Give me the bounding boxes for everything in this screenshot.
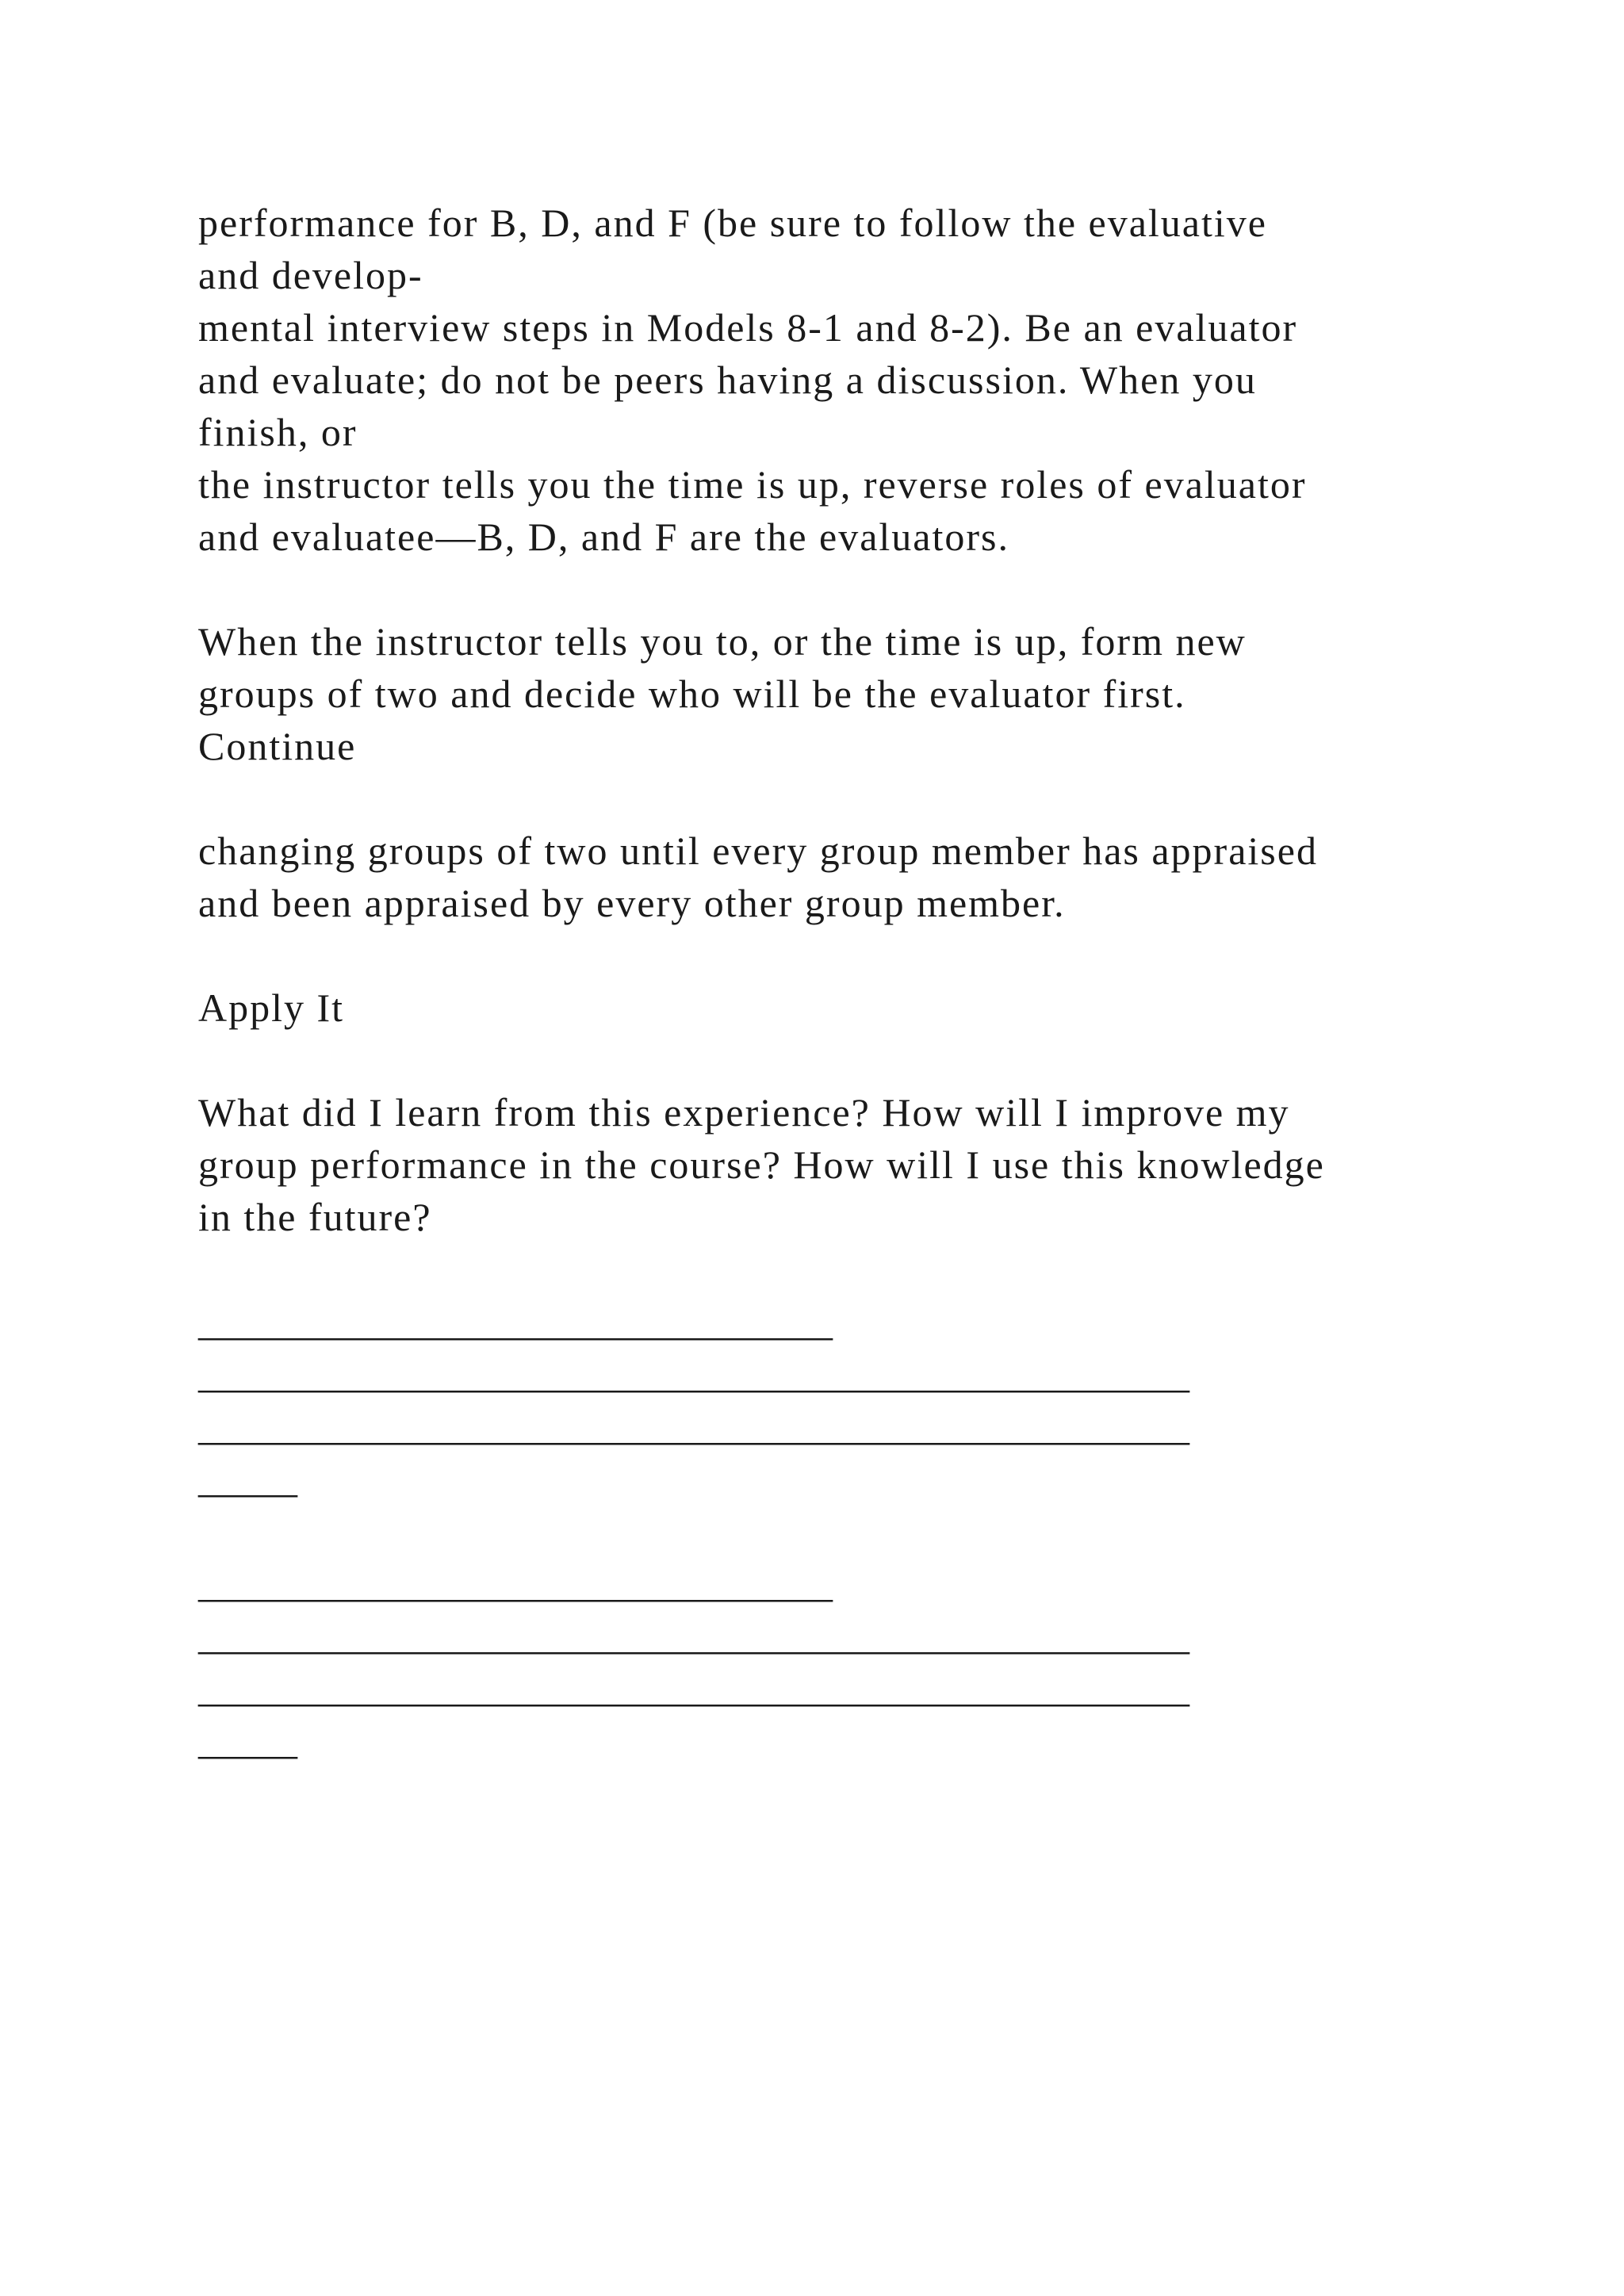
text-line: groups of two and decide who will be the evaluator first. <box>198 672 1186 716</box>
paragraph-spacer <box>198 1243 1467 1295</box>
section-heading-apply-it <box>198 982 1467 1034</box>
answer-blank-line: __________________________________________________ <box>198 1404 1189 1448</box>
text-line: changing groups of two until every group member has appraised <box>198 828 1318 873</box>
text-line: group performance in the course? How will I use this knowledge <box>198 1142 1325 1187</box>
text-line: performance for B, D, and F (be sure to follow the evaluative <box>198 201 1267 245</box>
heading-apply-it: Apply It <box>198 985 345 1030</box>
text-line: finish, or <box>198 410 358 454</box>
paragraph-spacer <box>198 929 1467 982</box>
answer-lines-block-1 <box>198 1295 1467 1505</box>
text-line: What did I learn from this experience? How will I improve my <box>198 1090 1290 1135</box>
document-body <box>198 197 1467 1766</box>
text-line: and been appraised by every other group member. <box>198 881 1066 925</box>
paragraph-spacer <box>198 1505 1467 1557</box>
paragraph-new-groups <box>198 615 1467 772</box>
text-line: mental interview steps in Models 8-1 and 8-2). Be an evaluator <box>198 305 1298 350</box>
answer-blank-line: _____ <box>198 1456 297 1501</box>
text-line: When the instructor tells you to, or the time is up, form new <box>198 619 1247 664</box>
answer-blank-line: __________________________________________________ <box>198 1613 1189 1658</box>
text-line: in the future? <box>198 1195 432 1239</box>
text-line: Continue <box>198 724 357 768</box>
answer-blank-line: _____ <box>198 1718 297 1762</box>
paragraph-reflection-questions <box>198 1086 1467 1243</box>
text-line: and develop- <box>198 253 423 297</box>
answer-blank-line: ________________________________ <box>198 1299 833 1344</box>
text-line: and evaluatee—B, D, and F are the evaluators. <box>198 515 1009 559</box>
paragraph-spacer <box>198 1034 1467 1086</box>
answer-blank-line: __________________________________________________ <box>198 1666 1189 1710</box>
paragraph-changing-groups <box>198 825 1467 929</box>
paragraph-spacer <box>198 772 1467 825</box>
answer-lines-block-2 <box>198 1557 1467 1766</box>
paragraph-evaluation-instructions <box>198 197 1467 563</box>
text-line: and evaluate; do not be peers having a discussion. When you <box>198 358 1257 402</box>
text-line: the instructor tells you the time is up, reverse roles of evaluator <box>198 462 1307 507</box>
answer-blank-line: ________________________________ <box>198 1561 833 1605</box>
answer-blank-line: __________________________________________________ <box>198 1352 1189 1396</box>
paragraph-spacer <box>198 563 1467 615</box>
